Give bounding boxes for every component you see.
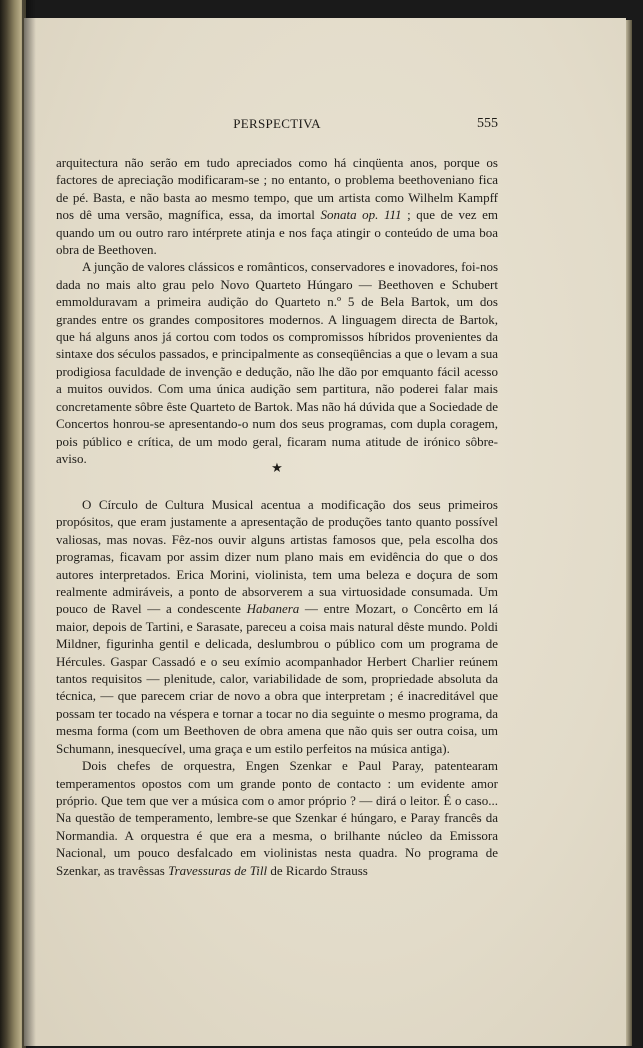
page-number: 555 <box>477 116 498 131</box>
page-right-edge <box>626 20 632 1046</box>
paragraph <box>56 757 498 879</box>
text-run: — entre Mozart, o Concêrto em lá maior, depois de Tartini, e Sarasate, pareceu a coisa mais natural dêste mundo. Poldi Mildner, figurinha gentil e delicada, deslumbrou o público com um programa de Hércules. Gaspar Cassadó e o seu exímio acompanhador Herbert Charlier reúnem tantos requisitos — plenitude, calor, variabilidade de som, propriedade absoluta da técnica, — que parecem criar de novo a obra que interpretam ; é inacreditável que possam ter tocado na véspera e tornar a tocar no dia seguinte o mesmo programa, da mesma forma (com um Beethoven de obra amena que não quis ser outra coisa, um Schumann, inesquecível, uma graça e um estilo perfeitos na música antiga). <box>56 601 499 756</box>
text-section-2 <box>56 496 498 879</box>
section-separator-star: ★ <box>271 461 283 476</box>
running-head <box>56 116 498 134</box>
text-run: de Ricardo Strauss <box>267 862 368 878</box>
paragraph <box>56 154 498 258</box>
text-run: Dois chefes de orquestra, Engen Szenkar e Paul Paray, patentearam temperamentos opostos com um grande ponto de contacto : um evidente amor próprio. Que tem que ver a música com o amor próprio ? — dirá o leitor. É o caso... Na questão de temperamento, lembre-se que Szenkar é húngaro, e Paray francês da Normandia. A orquestra é que era a mesma, o brilhante núcleo da Emissora Nacional, um pouco desfalcado em violinistas nesta quadra. No programa de Szenkar, as travêssas <box>56 758 498 878</box>
paragraph <box>56 258 498 467</box>
gutter-shadow <box>22 0 36 1048</box>
text-run: ; que de vez em quando um ou outro raro intérprete atinja e nos faça atingir o conteúdo de uma boa obra de Beethoven. <box>56 207 499 258</box>
italic-title-run: Sonata op. 111 <box>320 207 402 223</box>
text-run: A junção de valores clássicos e românticos, conservadores e inovadores, foi-nos dada no mais alto grau pelo Novo Quarteto Húngaro — Beethoven e Schubert emmolduravam a primeira audição do Quarteto n.º 5 de Bela Bartok, um dos grandes entre os grandes compositores modernos. A linguagem directa de Bartok, que há alguns anos já cortou com todos os compromissos híbridos provenientes da sintaxe dos séculos passados, e principalmente as conseqüências a que o levam a sua prodigiosa faculdade de invenção e dedução, não lhe dão por emquanto fácil acesso a muitos ouvidos. Com uma única audição sem partitura, não poderei falar mais concretamente sôbre êste Quarteto de Bartok. Mas não há dúvida que a Sociedade de Concertos honrou-se apresentando-o num dos seus programas, com dupla coragem, pois público e crítica, de um modo geral, ficaram numa atitude de irónico sôbre-aviso. <box>56 259 498 466</box>
text-run: O Círculo de Cultura Musical acentua a modificação dos seus primeiros propósitos, que eram justamente a apresentação de produções tanto quanto possível valiosas, mas novas. Fêz-nos ouvir alguns artistas famosos que, pela escolha dos programas, ficavam por assim dizer num plano mais em evidência do que o dos autores interpretados. Erica Morini, violinista, tem uma beleza e doçura de som realmente admiráveis, a ponto de absorverem a sua virtuosidade consumada. Um pouco de Ravel — a condescente <box>56 497 498 617</box>
paragraph <box>56 496 498 757</box>
text-run: arquitectura não serão em tudo apreciados como há cinqüenta anos, porque os factores de apreciação modificaram-se ; no entanto, o problema beethoveniano fica de pé. Basta, e não basta ao mesmo tempo, que um artista como Wilhelm Kampff nos dê uma versão, magnífica, essa, da imortal <box>56 155 498 223</box>
italic-title-run: Habanera <box>246 601 300 617</box>
text-section-1 <box>56 154 498 467</box>
running-head-title: PERSPECTIVA <box>233 116 321 131</box>
italic-title-run: Travessuras de Till <box>168 862 268 878</box>
